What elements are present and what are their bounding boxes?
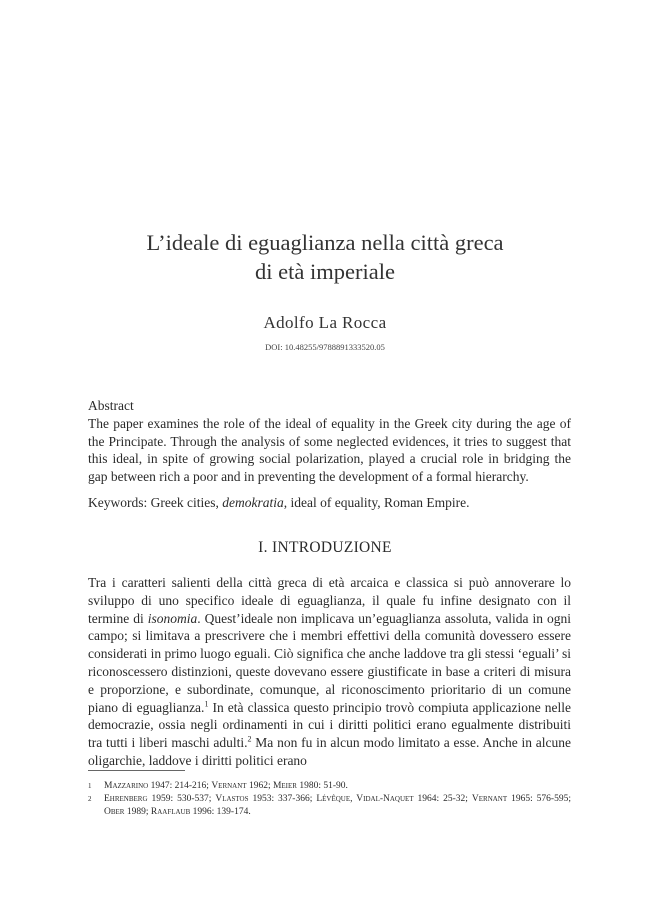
abstract-label: Abstract bbox=[88, 398, 134, 413]
title-line-1: L’ideale di eguaglianza nella città greca bbox=[146, 230, 504, 255]
footnote-text bbox=[104, 793, 571, 819]
doi: DOI: 10.48255/9788891333520.05 bbox=[265, 342, 385, 352]
keywords-prefix: Keywords: Greek cities, bbox=[88, 495, 223, 510]
citation-ref: 1947: 214-216; bbox=[148, 781, 212, 791]
citation-author: Lévêque, Vidal-Naquet bbox=[316, 793, 414, 804]
title-line-2: di età imperiale bbox=[255, 259, 395, 284]
footnote-number: 1 bbox=[88, 782, 92, 790]
footnote-ref-2: 2 bbox=[247, 734, 252, 744]
citation-ref: 1964: 25-32; bbox=[413, 793, 472, 804]
keyword-demokratia: demokratia bbox=[222, 495, 284, 510]
body-text-2: . Quest’ideale non implicava un’eguaglianza assoluta, valida in ogni campo; si limitava a prescrivere che i membri effettivi della comunità dovessero essere considerati in primo luogo eguali. Ciò significa che anche laddove tra gli stessi ‘eguali’ si riconoscessero distinzioni, queste dovevano essere giustificate in base a criteri di misura e proporzione, e subordinate, comunque, al riconoscimento prioritario di un comune piano di eguaglianza. bbox=[88, 610, 572, 715]
body-paragraph bbox=[88, 574, 571, 770]
keywords-suffix: , ideal of equality, Roman Empire. bbox=[283, 495, 470, 510]
footnotes bbox=[88, 780, 571, 818]
citation-author: Meier bbox=[272, 781, 297, 791]
section-heading: I. INTRODUZIONE bbox=[258, 539, 392, 556]
footnote-1 bbox=[88, 780, 571, 793]
citation-ref: 1980: 51-90. bbox=[296, 781, 348, 791]
citation-author: Raaflaub bbox=[150, 806, 191, 817]
author-name: Adolfo La Rocca bbox=[263, 313, 387, 332]
body-text-1: Tra i caratteri salienti della città greca di età arcaica e classica si può annoverare lo sviluppo di uno specifico ideale di eguaglianza, il quale fu infine designato con il termine di bbox=[88, 575, 571, 626]
citation-ref: 1965: 576-595; bbox=[507, 793, 571, 804]
footnote-2 bbox=[88, 793, 571, 819]
citation-ref: 1959: 530-537; bbox=[147, 793, 216, 804]
footnote-divider bbox=[88, 770, 185, 771]
citation-ref: 1996: 139-174. bbox=[190, 806, 251, 817]
citation-ref: 1962; bbox=[246, 781, 273, 791]
citation-author: Vlastos bbox=[215, 793, 249, 804]
term-isonomia: isonomia bbox=[147, 610, 198, 626]
keywords bbox=[88, 494, 470, 512]
citation-author: Vernant bbox=[471, 793, 508, 804]
body-text-4: Ma non fu in alcun modo limitato a esse. Anche in alcune oligarchie, laddove i diritti politici erano bbox=[88, 735, 571, 768]
paper-title bbox=[0, 228, 650, 286]
citation-ref: 1953: 337-366; bbox=[248, 793, 317, 804]
citation-author: Ober bbox=[104, 806, 125, 817]
citation-author: Ehrenberg bbox=[104, 793, 148, 804]
abstract-text: The paper examines the role of the ideal of equality in the Greek city during the age of the Principate. Through the analysis of some neglected evidences, it tries to suggest that this ideal, in spite of growing social polarization, played a crucial role in bridging the gap between rich a poor and in preventing the development of a formal hierarchy. bbox=[88, 416, 571, 484]
citation-ref: 1989; bbox=[124, 806, 151, 817]
footnote-text bbox=[104, 780, 571, 793]
footnote-ref-1: 1 bbox=[204, 699, 209, 709]
body-text-3: In età classica questo principio trovò compiuta applicazione nelle democrazie, ossia negli ordinamenti in cui i diritti politici erano egualmente distribuiti tra tutti i liberi maschi adulti. bbox=[88, 699, 571, 751]
citation-author: Vernant bbox=[211, 781, 247, 791]
citation-author: Mazzarino bbox=[104, 781, 149, 791]
footnote-number: 2 bbox=[88, 794, 92, 803]
